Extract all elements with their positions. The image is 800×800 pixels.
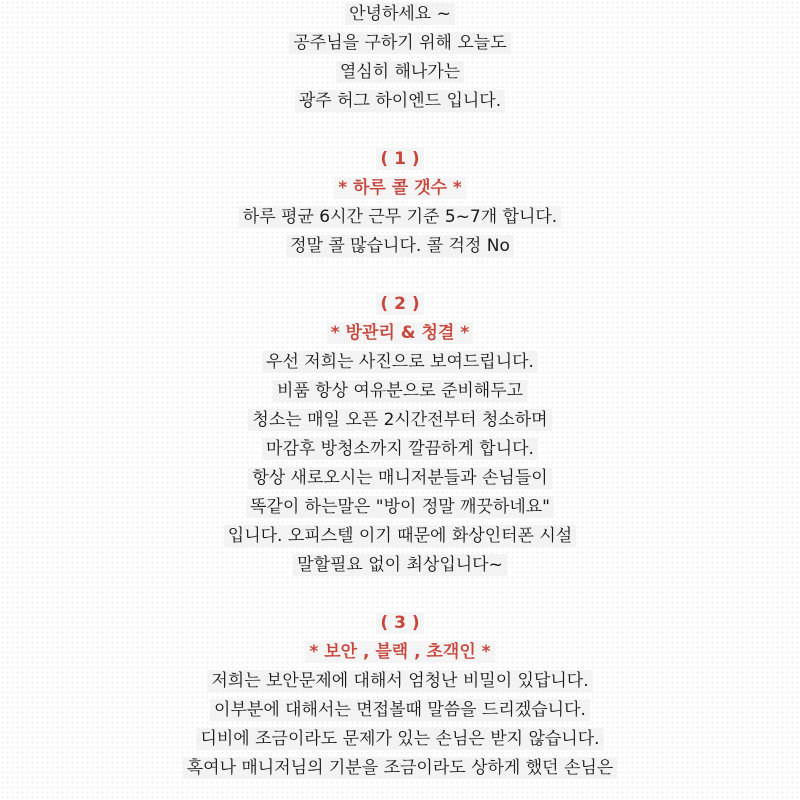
intro-line: 열심히 해나가는 bbox=[0, 59, 800, 85]
body-line: 비품 항상 여유분으로 준비해두고 bbox=[0, 378, 800, 404]
intro-line: 광주 허그 하이엔드 입니다. bbox=[0, 88, 800, 114]
body-line: 저희는 보안문제에 대해서 엄청난 비밀이 있답니다. bbox=[0, 668, 800, 694]
body-line: 혹여나 매니저님의 기분을 조금이라도 상하게 했던 손님은 bbox=[0, 755, 800, 781]
body-line: 똑같이 하는말은 "방이 정말 깨끗하네요" bbox=[0, 494, 800, 520]
body-line: 정말 콜 많습니다. 콜 걱정 No bbox=[0, 233, 800, 259]
body-line: 이부분에 대해서는 면접볼때 말씀을 드리겠습니다. bbox=[0, 697, 800, 723]
section-number: ( 1 ) bbox=[0, 146, 800, 172]
body-line: 청소는 매일 오픈 2시간전부터 청소하며 bbox=[0, 407, 800, 433]
intro-line: 안녕하세요 ~ bbox=[0, 1, 800, 27]
body-line: 입니다. 오피스텔 이기 때문에 화상인터폰 시설 bbox=[0, 523, 800, 549]
body-line: 말할필요 없이 최상입니다~ bbox=[0, 552, 800, 578]
body-line: 항상 새로오시는 매니저분들과 손님들이 bbox=[0, 465, 800, 491]
body-line: 디비에 조금이라도 문제가 있는 손님은 받지 않습니다. bbox=[0, 726, 800, 752]
intro-line: 공주님을 구하기 위해 오늘도 bbox=[0, 30, 800, 56]
section-title: * 보안 , 블랙 , 초객인 * bbox=[0, 639, 800, 665]
section-title: * 하루 콜 갯수 * bbox=[0, 175, 800, 201]
body-line: 하루 평균 6시간 근무 기준 5~7개 합니다. bbox=[0, 204, 800, 230]
section-title: * 방관리 & 청결 * bbox=[0, 320, 800, 346]
section-number: ( 2 ) bbox=[0, 291, 800, 317]
section-number: ( 3 ) bbox=[0, 610, 800, 636]
body-line: 마감후 방청소까지 깔끔하게 합니다. bbox=[0, 436, 800, 462]
body-line: 우선 저희는 사진으로 보여드립니다. bbox=[0, 349, 800, 375]
